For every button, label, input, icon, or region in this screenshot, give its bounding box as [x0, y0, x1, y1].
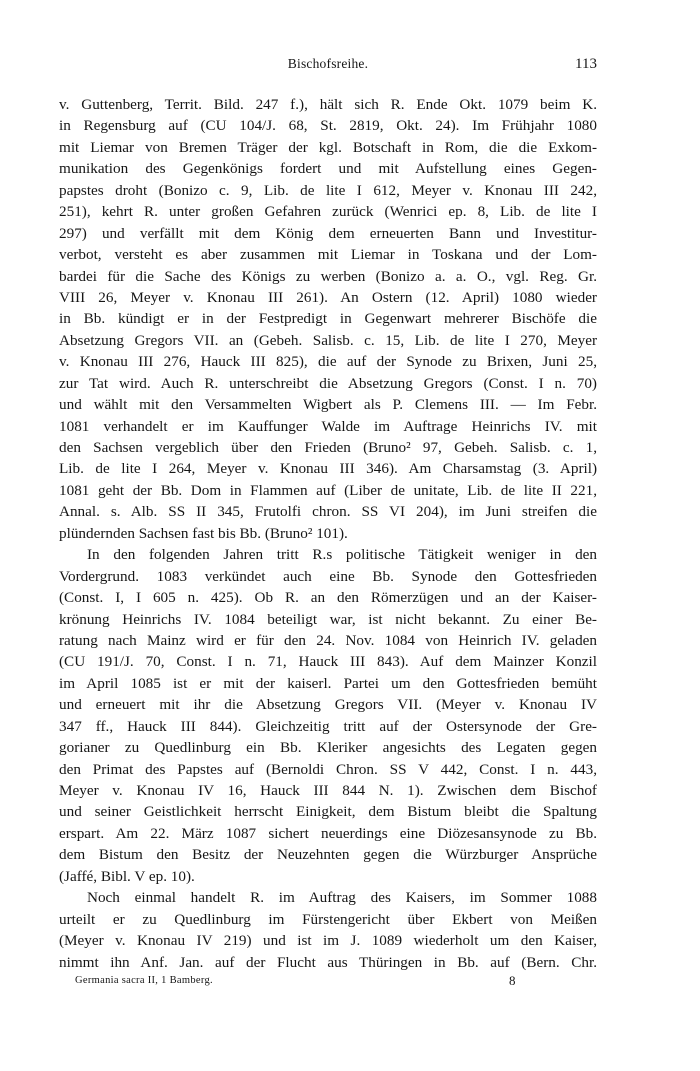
page-number: 113: [575, 56, 597, 72]
text-line: den Sachsen vergeblich über den Frieden (Bruno² 97, Gebeh. Salisb. c. 1,: [59, 439, 597, 456]
text-line: Lib. de lite I 264, Meyer v. Knonau III 346). Am Charsamstag (3. April): [59, 460, 597, 478]
text-line: (CU 191/J. 70, Const. I n. 71, Hauck III 843). Auf dem Mainzer Konzil: [59, 653, 597, 671]
text-line: den Primat des Papstes auf (Bernoldi Chron. SS V 442, Const. I n. 443,: [59, 760, 597, 778]
text-line: papstes droht (Bonizo c. 9, Lib. de lite I 612, Meyer v. Knonau III 242,: [59, 181, 597, 199]
page-footer: [59, 972, 597, 991]
text-line: Vordergrund. 1083 verkündet auch eine Bb. Synode den Gottesfrieden: [59, 567, 597, 585]
text-line: munikation des Gegenkönigs fordert und mit Aufstellung eines Gegen-: [59, 160, 597, 178]
text-line: dem Bistum den Besitz der Neuzehnten gegen die Würzburger Ansprüche: [59, 846, 597, 864]
text-line: Absetzung Gregors VII. an (Gebeh. Salisb. c. 15, Lib. de lite I 270, Meyer: [59, 331, 597, 349]
running-head: [59, 56, 597, 76]
text-line: VIII 26, Meyer v. Knonau III 261). An Ostern (12. April) 1080 wieder: [59, 288, 597, 306]
text-line: und wählt mit den Versammelten Wigbert als P. Clemens III. — Im Febr.: [59, 396, 597, 414]
text-line: plündernden Sachsen fast bis Bb. (Bruno² 101).: [59, 524, 348, 542]
text-line: bardei für die Sache des Königs zu werben (Bonizo a. a. O., vgl. Reg. Gr.: [59, 267, 597, 285]
text-line: im April 1085 ist er mit der kaiserl. Partei um den Gottesfrieden bemüht: [59, 674, 597, 692]
text-line: 1081 verhandelt er im Kauffunger Walde im Auftrage Heinrichs IV. mit: [59, 417, 597, 435]
text-line: erspart. Am 22. März 1087 sichert neuerdings eine Diözesansynode zu Bb.: [59, 824, 597, 842]
text-line: in Bb. kündigt er in der Festpredigt in Gegenwart mehrerer Bischöfe die: [59, 310, 597, 328]
footer-source-note: Germania sacra II, 1 Bamberg.: [75, 974, 213, 986]
text-line: 297) und verfällt mit dem König dem erneuerten Bann und Investitur-: [59, 224, 597, 242]
text-line: 251), kehrt R. unter großen Gefahren zurück (Wenrici ep. 8, Lib. de lite I: [59, 203, 597, 221]
text-line: Meyer v. Knonau IV 16, Hauck III 844 N. 1). Zwischen dem Bischof: [59, 782, 597, 799]
text-line: 347 ff., Hauck III 844). Gleichzeitig tritt auf der Ostersynode der Gre-: [59, 717, 597, 735]
text-line: (Const. I, I 605 n. 425). Ob R. an den Römerzügen und an der Kaiser-: [59, 589, 597, 607]
text-line: und seiner Geistlichkeit herrscht Einigkeit, dem Bistum bleibt die Spaltung: [59, 803, 597, 821]
text-line: (Jaffé, Bibl. V ep. 10).: [59, 867, 195, 885]
text-line: v. Knonau III 276, Hauck III 825), die auf der Synode zu Brixen, Juni 25,: [59, 353, 597, 371]
text-line: mit Liemar von Bremen Träger der kgl. Botschaft in Rom, die die Exkom-: [59, 138, 597, 156]
text-line: gorianer zu Quedlinburg ein Bb. Kleriker angesichts des Legaten gegen: [59, 739, 597, 757]
text-line: zur Tat wird. Auch R. unterschreibt die Absetzung Gregors (Const. I n. 70): [59, 374, 597, 392]
text-line: Noch einmal handelt R. im Auftrag des Kaisers, im Sommer 1088: [87, 889, 597, 907]
text-line: 1081 geht der Bb. Dom in Flammen auf (Liber de unitate, Lib. de lite II 221,: [59, 481, 597, 499]
printer-signature: 8: [509, 972, 516, 988]
running-title: Bischofsreihe.: [287, 56, 369, 71]
text-line: Annal. s. Alb. SS II 345, Frutolfi chron. SS VI 204), im Juni streifen die: [59, 503, 597, 521]
text-line: nimmt ihn Anf. Jan. auf der Flucht aus Thüringen in Bb. auf (Bern. Chr.: [59, 953, 597, 971]
text-line: (Meyer v. Knonau IV 219) und ist im J. 1089 wiederholt um den Kaiser,: [59, 932, 597, 950]
text-line: verbot, versteht es aber zusammen mit Liemar in Toskana und der Lom-: [59, 246, 597, 264]
body-text: [59, 94, 597, 973]
book-page: [59, 56, 597, 991]
text-line: und erneuert mit ihr die Absetzung Gregors VII. (Meyer v. Knonau IV: [59, 696, 597, 714]
text-line: ratung nach Mainz wird er für den 24. Nov. 1084 von Heinrich IV. geladen: [59, 631, 597, 649]
text-line: urteilt er zu Quedlinburg im Fürstengericht über Ekbert von Meißen: [59, 910, 597, 928]
text-line: krönung Heinrichs IV. 1084 beteiligt war, ist nicht bekannt. Zu einer Be-: [59, 610, 597, 628]
text-line: v. Guttenberg, Territ. Bild. 247 f.), hält sich R. Ende Okt. 1079 beim K.: [59, 96, 597, 113]
text-line: In den folgenden Jahren tritt R.s politische Tätigkeit weniger in den: [87, 546, 597, 564]
text-line: in Regensburg auf (CU 104/J. 68, St. 2819, Okt. 24). Im Frühjahr 1080: [59, 117, 597, 135]
